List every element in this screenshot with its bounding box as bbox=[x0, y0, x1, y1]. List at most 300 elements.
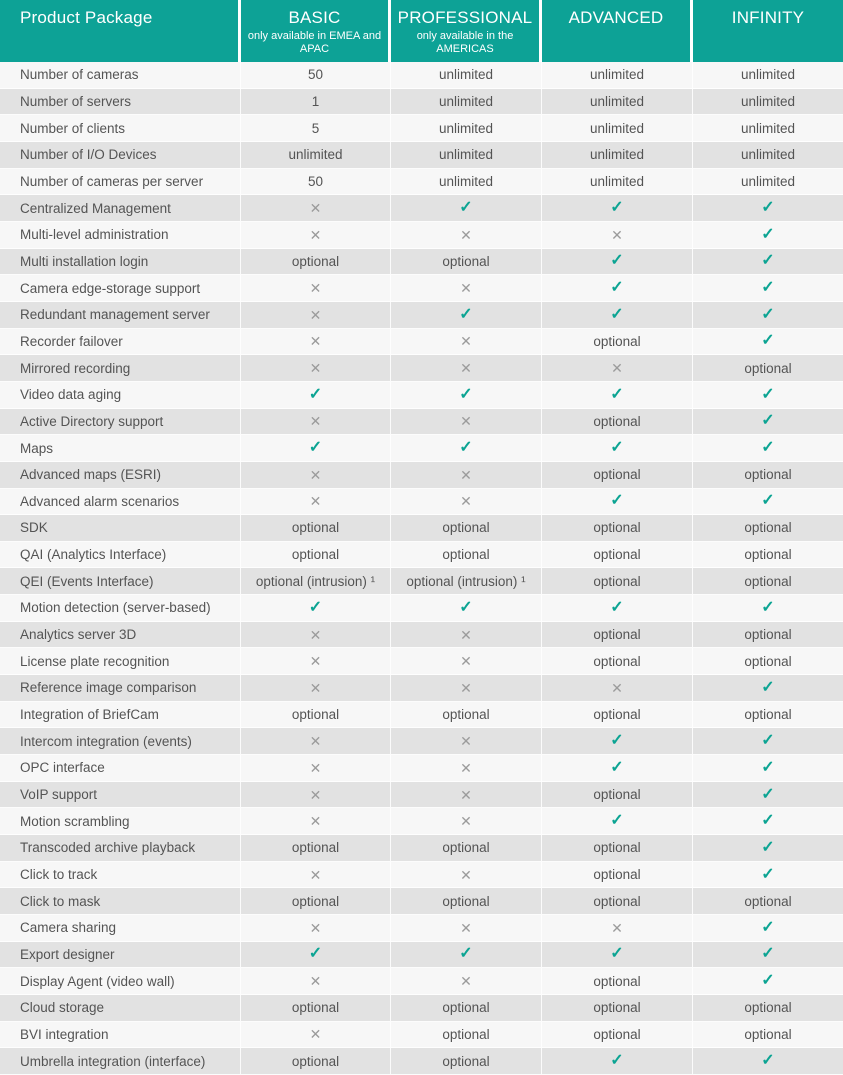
cell-value bbox=[542, 382, 693, 409]
cell-value: unlimited bbox=[241, 142, 391, 169]
check-icon: ✓ bbox=[761, 918, 775, 936]
table-row bbox=[0, 675, 843, 702]
cell-value: optional bbox=[241, 835, 391, 862]
row-label: Mirrored recording bbox=[0, 355, 241, 382]
check-icon: ✓ bbox=[761, 305, 775, 323]
check-icon: ✓ bbox=[761, 1052, 775, 1070]
check-icon: ✓ bbox=[610, 812, 624, 830]
table-row bbox=[0, 968, 843, 995]
row-label: Camera sharing bbox=[0, 915, 241, 942]
cross-icon: ✕ bbox=[309, 280, 322, 297]
cell-value bbox=[391, 595, 542, 622]
row-label: Motion scrambling bbox=[0, 808, 241, 835]
cell-value bbox=[542, 489, 693, 516]
cell-value bbox=[391, 195, 542, 222]
check-icon: ✓ bbox=[761, 385, 775, 403]
header-column-advanced bbox=[542, 0, 693, 62]
cross-icon: ✕ bbox=[309, 493, 322, 510]
row-label: BVI integration bbox=[0, 1022, 241, 1049]
cell-value: optional bbox=[693, 462, 843, 489]
cross-icon: ✕ bbox=[309, 626, 322, 643]
table-row bbox=[0, 782, 843, 809]
check-icon: ✓ bbox=[610, 732, 624, 750]
row-label: Video data aging bbox=[0, 382, 241, 409]
table-row bbox=[0, 542, 843, 569]
cross-icon: ✕ bbox=[309, 226, 322, 243]
table-row bbox=[0, 489, 843, 516]
cross-icon: ✕ bbox=[309, 653, 322, 670]
cell-value: optional bbox=[693, 1022, 843, 1049]
cross-icon: ✕ bbox=[309, 786, 322, 803]
cell-value bbox=[693, 409, 843, 436]
cell-value: optional bbox=[542, 995, 693, 1022]
table-row bbox=[0, 622, 843, 649]
check-icon: ✓ bbox=[761, 785, 775, 803]
cell-value bbox=[542, 355, 693, 382]
cell-value bbox=[391, 382, 542, 409]
cell-value bbox=[542, 728, 693, 755]
column-title: INFINITY bbox=[731, 8, 805, 27]
row-label: QEI (Events Interface) bbox=[0, 568, 241, 595]
cell-value bbox=[391, 915, 542, 942]
check-icon: ✓ bbox=[761, 598, 775, 616]
cell-value: unlimited bbox=[542, 142, 693, 169]
cell-value: optional (intrusion) ¹ bbox=[391, 568, 542, 595]
row-label: Intercom integration (events) bbox=[0, 728, 241, 755]
row-label: Export designer bbox=[0, 942, 241, 969]
cell-value: optional (intrusion) ¹ bbox=[241, 568, 391, 595]
cross-icon: ✕ bbox=[309, 466, 322, 483]
cross-icon: ✕ bbox=[460, 679, 472, 696]
table-row bbox=[0, 142, 843, 169]
cross-icon: ✕ bbox=[460, 360, 472, 377]
row-label: Camera edge-storage support bbox=[0, 275, 241, 302]
header-product-package bbox=[0, 0, 241, 62]
row-label: Advanced maps (ESRI) bbox=[0, 462, 241, 489]
cell-value bbox=[542, 1048, 693, 1075]
cell-value bbox=[241, 409, 391, 436]
row-label: SDK bbox=[0, 515, 241, 542]
table-row bbox=[0, 275, 843, 302]
cell-value bbox=[391, 275, 542, 302]
cell-value bbox=[391, 968, 542, 995]
cell-value: optional bbox=[693, 995, 843, 1022]
row-label: QAI (Analytics Interface) bbox=[0, 542, 241, 569]
row-label: Transcoded archive playback bbox=[0, 835, 241, 862]
header-column-professional bbox=[391, 0, 542, 62]
check-icon: ✓ bbox=[761, 225, 775, 243]
cross-icon: ✕ bbox=[460, 786, 472, 803]
cross-icon: ✕ bbox=[460, 759, 472, 776]
table-row bbox=[0, 702, 843, 729]
cell-value bbox=[241, 275, 391, 302]
cell-value bbox=[391, 622, 542, 649]
cell-value: optional bbox=[241, 888, 391, 915]
cell-value bbox=[693, 782, 843, 809]
cell-value: optional bbox=[693, 702, 843, 729]
cell-value: optional bbox=[391, 888, 542, 915]
cell-value: optional bbox=[542, 702, 693, 729]
cross-icon: ✕ bbox=[460, 866, 472, 883]
row-label: Number of servers bbox=[0, 89, 241, 116]
cell-value: optional bbox=[693, 648, 843, 675]
cross-icon: ✕ bbox=[309, 813, 322, 830]
row-label: Number of clients bbox=[0, 115, 241, 142]
row-label: Number of I/O Devices bbox=[0, 142, 241, 169]
row-label: Click to mask bbox=[0, 888, 241, 915]
table-row bbox=[0, 222, 843, 249]
cell-value bbox=[391, 808, 542, 835]
check-icon: ✓ bbox=[610, 305, 624, 323]
cell-value bbox=[241, 1022, 391, 1049]
cell-value bbox=[693, 675, 843, 702]
cell-value bbox=[241, 355, 391, 382]
cell-value bbox=[241, 648, 391, 675]
cell-value bbox=[542, 595, 693, 622]
cell-value bbox=[241, 782, 391, 809]
cell-value bbox=[391, 489, 542, 516]
check-icon: ✓ bbox=[459, 945, 473, 963]
cell-value bbox=[241, 622, 391, 649]
table-row bbox=[0, 862, 843, 889]
cell-value bbox=[542, 195, 693, 222]
cell-value: optional bbox=[241, 515, 391, 542]
cell-value: unlimited bbox=[542, 89, 693, 116]
cell-value bbox=[693, 329, 843, 356]
check-icon: ✓ bbox=[610, 279, 624, 297]
cell-value bbox=[693, 195, 843, 222]
table-row bbox=[0, 808, 843, 835]
header-column-infinity bbox=[693, 0, 843, 62]
cell-value bbox=[391, 862, 542, 889]
check-icon: ✓ bbox=[761, 812, 775, 830]
cell-value bbox=[693, 862, 843, 889]
table-row bbox=[0, 89, 843, 116]
cell-value: optional bbox=[542, 542, 693, 569]
cross-icon: ✕ bbox=[460, 466, 472, 483]
cell-value bbox=[693, 275, 843, 302]
row-label: Multi installation login bbox=[0, 249, 241, 276]
check-icon: ✓ bbox=[761, 199, 775, 217]
cell-value: optional bbox=[693, 355, 843, 382]
table-row bbox=[0, 329, 843, 356]
check-icon: ✓ bbox=[761, 945, 775, 963]
cell-value: optional bbox=[241, 995, 391, 1022]
table-row bbox=[0, 568, 843, 595]
cell-value bbox=[693, 489, 843, 516]
cell-value bbox=[241, 222, 391, 249]
table-row bbox=[0, 648, 843, 675]
cell-value bbox=[693, 968, 843, 995]
check-icon: ✓ bbox=[308, 439, 323, 457]
cross-icon: ✕ bbox=[460, 413, 472, 430]
row-label: Maps bbox=[0, 435, 241, 462]
cell-value bbox=[241, 302, 391, 329]
cell-value bbox=[241, 489, 391, 516]
cell-value bbox=[241, 595, 391, 622]
table-row bbox=[0, 382, 843, 409]
table-row bbox=[0, 195, 843, 222]
cell-value: optional bbox=[391, 249, 542, 276]
row-label: Display Agent (video wall) bbox=[0, 968, 241, 995]
cell-value bbox=[693, 382, 843, 409]
row-label: Centralized Management bbox=[0, 195, 241, 222]
check-icon: ✓ bbox=[761, 972, 775, 990]
cell-value bbox=[241, 382, 391, 409]
cell-value bbox=[241, 808, 391, 835]
cell-value: unlimited bbox=[391, 62, 542, 89]
cell-value: optional bbox=[542, 782, 693, 809]
cell-value: optional bbox=[241, 249, 391, 276]
cell-value bbox=[391, 355, 542, 382]
cell-value bbox=[391, 302, 542, 329]
row-label: Recorder failover bbox=[0, 329, 241, 356]
cell-value: optional bbox=[241, 542, 391, 569]
table-row bbox=[0, 1022, 843, 1049]
corner-title: Product Package bbox=[20, 8, 153, 27]
cross-icon: ✕ bbox=[309, 679, 322, 696]
cell-value: 1 bbox=[241, 89, 391, 116]
cell-value bbox=[542, 915, 693, 942]
cell-value bbox=[693, 302, 843, 329]
check-icon: ✓ bbox=[610, 439, 624, 457]
cell-value bbox=[693, 942, 843, 969]
table-header bbox=[0, 0, 843, 62]
table-row bbox=[0, 435, 843, 462]
table-body bbox=[0, 62, 843, 1075]
cell-value: optional bbox=[391, 1048, 542, 1075]
cross-icon: ✕ bbox=[460, 919, 472, 936]
check-icon: ✓ bbox=[761, 279, 775, 297]
cell-value: optional bbox=[241, 1048, 391, 1075]
cell-value bbox=[241, 942, 391, 969]
row-label: Analytics server 3D bbox=[0, 622, 241, 649]
cell-value: unlimited bbox=[693, 169, 843, 196]
cross-icon: ✕ bbox=[611, 360, 623, 377]
cell-value bbox=[542, 435, 693, 462]
cell-value: unlimited bbox=[693, 89, 843, 116]
cross-icon: ✕ bbox=[309, 919, 322, 936]
check-icon: ✓ bbox=[761, 412, 775, 430]
cell-value bbox=[542, 942, 693, 969]
table-row bbox=[0, 409, 843, 436]
row-label: Cloud storage bbox=[0, 995, 241, 1022]
column-title: ADVANCED bbox=[568, 8, 664, 27]
cell-value: optional bbox=[542, 568, 693, 595]
table-row bbox=[0, 1048, 843, 1075]
cell-value bbox=[391, 942, 542, 969]
cell-value: optional bbox=[391, 542, 542, 569]
cell-value bbox=[241, 755, 391, 782]
cell-value: unlimited bbox=[391, 142, 542, 169]
cell-value bbox=[693, 435, 843, 462]
row-label: Umbrella integration (interface) bbox=[0, 1048, 241, 1075]
cross-icon: ✕ bbox=[611, 919, 623, 936]
table-row bbox=[0, 115, 843, 142]
cross-icon: ✕ bbox=[460, 493, 472, 510]
table-row bbox=[0, 249, 843, 276]
check-icon: ✓ bbox=[610, 945, 624, 963]
cell-value bbox=[693, 728, 843, 755]
cell-value: unlimited bbox=[693, 62, 843, 89]
cross-icon: ✕ bbox=[460, 733, 472, 750]
row-label: Integration of BriefCam bbox=[0, 702, 241, 729]
table-row bbox=[0, 595, 843, 622]
cell-value bbox=[542, 275, 693, 302]
cell-value: optional bbox=[693, 888, 843, 915]
cross-icon: ✕ bbox=[309, 200, 322, 217]
check-icon: ✓ bbox=[761, 332, 775, 350]
cell-value bbox=[693, 1048, 843, 1075]
table-row bbox=[0, 888, 843, 915]
cell-value bbox=[391, 462, 542, 489]
check-icon: ✓ bbox=[610, 199, 624, 217]
cross-icon: ✕ bbox=[309, 413, 322, 430]
check-icon: ✓ bbox=[761, 732, 775, 750]
cross-icon: ✕ bbox=[309, 333, 322, 350]
table-row bbox=[0, 302, 843, 329]
check-icon: ✓ bbox=[761, 838, 775, 856]
cell-value: unlimited bbox=[693, 142, 843, 169]
check-icon: ✓ bbox=[761, 439, 775, 457]
cell-value bbox=[693, 915, 843, 942]
row-label: Number of cameras bbox=[0, 62, 241, 89]
check-icon: ✓ bbox=[610, 1052, 624, 1070]
cross-icon: ✕ bbox=[309, 866, 322, 883]
cell-value: optional bbox=[391, 1022, 542, 1049]
cell-value: optional bbox=[542, 622, 693, 649]
cell-value: optional bbox=[241, 702, 391, 729]
column-title: PROFESSIONAL bbox=[397, 8, 533, 27]
cell-value: 50 bbox=[241, 62, 391, 89]
cell-value: unlimited bbox=[542, 169, 693, 196]
cell-value bbox=[542, 302, 693, 329]
table-row bbox=[0, 942, 843, 969]
table-row bbox=[0, 755, 843, 782]
cell-value: optional bbox=[542, 862, 693, 889]
cell-value: optional bbox=[542, 1022, 693, 1049]
cell-value bbox=[542, 808, 693, 835]
cell-value bbox=[241, 862, 391, 889]
cell-value: unlimited bbox=[542, 62, 693, 89]
cell-value bbox=[391, 675, 542, 702]
row-label: OPC interface bbox=[0, 755, 241, 782]
cell-value bbox=[391, 222, 542, 249]
cell-value bbox=[241, 675, 391, 702]
cell-value bbox=[391, 648, 542, 675]
cell-value: optional bbox=[693, 622, 843, 649]
row-label: Motion detection (server-based) bbox=[0, 595, 241, 622]
check-icon: ✓ bbox=[761, 758, 775, 776]
row-label: Multi-level administration bbox=[0, 222, 241, 249]
cell-value: unlimited bbox=[391, 169, 542, 196]
row-label: Redundant management server bbox=[0, 302, 241, 329]
check-icon: ✓ bbox=[459, 598, 473, 616]
cell-value bbox=[693, 835, 843, 862]
cell-value: optional bbox=[391, 515, 542, 542]
cross-icon: ✕ bbox=[460, 653, 472, 670]
row-label: Advanced alarm scenarios bbox=[0, 489, 241, 516]
row-label: Reference image comparison bbox=[0, 675, 241, 702]
cell-value bbox=[241, 915, 391, 942]
check-icon: ✓ bbox=[459, 385, 473, 403]
check-icon: ✓ bbox=[610, 598, 624, 616]
cross-icon: ✕ bbox=[460, 226, 472, 243]
table-row bbox=[0, 62, 843, 89]
cell-value: optional bbox=[693, 542, 843, 569]
row-label: VoIP support bbox=[0, 782, 241, 809]
header-column-basic bbox=[241, 0, 391, 62]
column-title: BASIC bbox=[288, 8, 341, 27]
check-icon: ✓ bbox=[459, 199, 473, 217]
cell-value bbox=[693, 249, 843, 276]
cross-icon: ✕ bbox=[460, 333, 472, 350]
table-row bbox=[0, 915, 843, 942]
cross-icon: ✕ bbox=[460, 626, 472, 643]
cell-value: unlimited bbox=[391, 89, 542, 116]
row-label: License plate recognition bbox=[0, 648, 241, 675]
row-label: Active Directory support bbox=[0, 409, 241, 436]
table-row bbox=[0, 169, 843, 196]
check-icon: ✓ bbox=[610, 385, 624, 403]
cross-icon: ✕ bbox=[309, 759, 322, 776]
cell-value: optional bbox=[542, 648, 693, 675]
cell-value bbox=[693, 595, 843, 622]
row-label: Number of cameras per server bbox=[0, 169, 241, 196]
cell-value: optional bbox=[391, 835, 542, 862]
check-icon: ✓ bbox=[610, 492, 624, 510]
cell-value bbox=[241, 968, 391, 995]
cell-value bbox=[542, 222, 693, 249]
cell-value bbox=[391, 435, 542, 462]
table-row bbox=[0, 462, 843, 489]
cross-icon: ✕ bbox=[611, 679, 623, 696]
table-row bbox=[0, 835, 843, 862]
cross-icon: ✕ bbox=[309, 1026, 322, 1043]
row-label: Click to track bbox=[0, 862, 241, 889]
cell-value bbox=[391, 329, 542, 356]
cell-value bbox=[241, 195, 391, 222]
cell-value bbox=[542, 755, 693, 782]
cell-value: unlimited bbox=[391, 115, 542, 142]
cell-value: optional bbox=[391, 702, 542, 729]
cell-value: optional bbox=[391, 995, 542, 1022]
cell-value: 5 bbox=[241, 115, 391, 142]
cross-icon: ✕ bbox=[460, 813, 472, 830]
cross-icon: ✕ bbox=[309, 306, 322, 323]
check-icon: ✓ bbox=[761, 678, 775, 696]
check-icon: ✓ bbox=[610, 758, 624, 776]
check-icon: ✓ bbox=[308, 598, 323, 616]
column-subtitle: only available in the AMERICAS bbox=[416, 30, 514, 55]
cell-value bbox=[391, 782, 542, 809]
check-icon: ✓ bbox=[308, 945, 323, 963]
cross-icon: ✕ bbox=[309, 733, 322, 750]
table-row bbox=[0, 515, 843, 542]
cell-value: optional bbox=[542, 409, 693, 436]
check-icon: ✓ bbox=[761, 252, 775, 270]
check-icon: ✓ bbox=[459, 439, 473, 457]
cell-value bbox=[391, 755, 542, 782]
cell-value bbox=[241, 329, 391, 356]
column-subtitle: only available in EMEA and APAC bbox=[247, 30, 382, 55]
check-icon: ✓ bbox=[761, 492, 775, 510]
cell-value bbox=[241, 728, 391, 755]
cell-value bbox=[241, 435, 391, 462]
cell-value bbox=[241, 462, 391, 489]
cross-icon: ✕ bbox=[309, 360, 322, 377]
cell-value bbox=[391, 409, 542, 436]
